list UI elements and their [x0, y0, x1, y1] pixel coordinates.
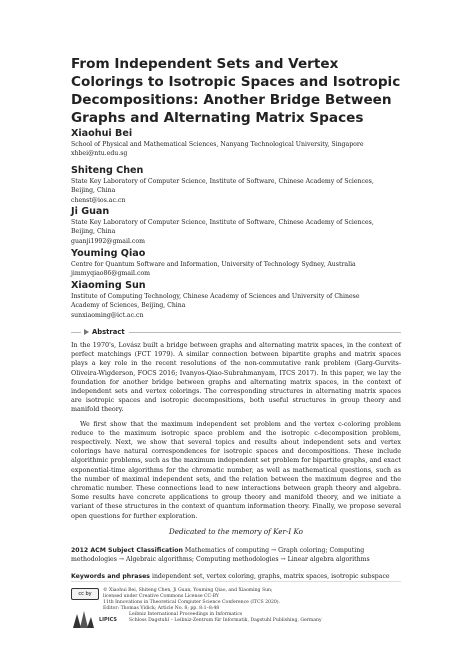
- publisher-text: Leibniz International Proceedings in Informatics Schloss Dagstuhl – Leibniz-Zentrum für Informatik, Dagstuhl Publishing, Germany: [129, 612, 322, 623]
- lipics-logo-icon: [71, 608, 95, 630]
- author-name: Xiaoming Sun: [71, 280, 146, 291]
- paper-title: From Independent Sets and Vertex Colorings to Isotropic Spaces and Isotropic Decompositions: Another Bridge Between Graphs and Alternating Matrix Spaces: [71, 56, 401, 126]
- author-email[interactable]: chenst@ios.ac.cn: [71, 196, 126, 204]
- divider: [71, 581, 401, 582]
- abstract-paragraph: In the 1970's, Lovász built a bridge between graphs and alternating matrix spaces, in the context of perfect matchings (FCT 1979). A similar connection between bipartite graphs and matrix spaces plays a key role in the recent resolutions of the non-commutative rank problem (Garg-Gurvits-Oliveira-Wigderson, FOCS 2016; Ivanyos-Qiao-Subrahmanyam, ITCS 2017). In this paper, we lay the foundation for another bridge between graphs and alternating matrix spaces, in the context of independent sets and vertex colorings. The corresponding structures in alternating matrix spaces are isotropic spaces and isotropic decompositions, both useful structures in group theory and manifold theory.: [71, 341, 401, 414]
- cc-license-icon[interactable]: cc by: [71, 588, 99, 600]
- author-block: [71, 128, 411, 159]
- subject-classification: [71, 546, 401, 564]
- abstract-heading: Abstract: [92, 328, 125, 336]
- author-block: [71, 280, 411, 320]
- keywords: [71, 572, 401, 581]
- lipics-label: LIPICS: [99, 617, 117, 623]
- author-name: Shiteng Chen: [71, 165, 144, 176]
- classification-text: Mathematics of computing → Graph coloring; Computing methodologies → Algebraic algorithms; Computing methodologies → Linear algebra algorithms: [71, 547, 370, 563]
- author-affiliation: Centre for Quantum Software and Information, University of Technology Sydney, Australia: [71, 261, 356, 268]
- divider: [71, 332, 81, 333]
- author-block: [71, 248, 411, 279]
- abstract-body: [71, 341, 401, 521]
- classification-label: 2012 ACM Subject Classification: [71, 547, 183, 554]
- author-name: Xiaohui Bei: [71, 128, 133, 139]
- triangle-marker-icon: [84, 329, 89, 335]
- author-email[interactable]: jimmyqiao86@gmail.com: [71, 270, 151, 278]
- abstract-header: [71, 326, 401, 338]
- author-name: Youming Qiao: [71, 248, 146, 259]
- license-text: © Xiaohui Bei, Shiteng Chen, Ji Guan, Youming Qiao, and Xiaoming Sun; licensed under Creative Commons License CC-BY 11th Innovations in Theoretical Computer Science Conference (ITCS 2020). Editor: Thomas Vidick; Article No. 8; pp. 8:1–8:48: [103, 588, 281, 611]
- author-block: [71, 165, 411, 205]
- author-affiliation: Institute of Computing Technology, Chinese Academy of Sciences and University of Chinese Academy of Sciences, Beijing, China: [71, 293, 360, 310]
- author-email[interactable]: sunxiaoming@ict.ac.cn: [71, 311, 144, 319]
- author-email[interactable]: guanji1992@gmail.com: [71, 237, 145, 245]
- divider: [129, 332, 401, 333]
- author-name: Ji Guan: [71, 206, 110, 217]
- abstract-paragraph: We first show that the maximum independent set problem and the vertex c-coloring problem reduce to the maximum isotropic space problem and the isotropic c-decomposition problem, respectively. Next, we show that several topics and results about independent sets and vertex colorings have natural correspondences for isotropic spaces and decompositions. These include algorithmic problems, such as the maximum independent set problem for bipartite graphs, and exact exponential-time algorithms for the chromatic number, as well as mathematical questions, such as the number of maximal independent sets, and the relation between the maximum degree and the chromatic number. These connections lead to new interactions between graph theory and algebra. Some results have concrete applications to group theory and manifold theory, and we initiate a variant of these structures in the context of quantum information theory. Finally, we propose several open questions for further exploration.: [71, 419, 401, 520]
- author-email[interactable]: xhbei@ntu.edu.sg: [71, 150, 128, 158]
- keywords-text: independent set, vertex coloring, graphs, matrix spaces, isotropic subspace: [151, 573, 390, 580]
- author-affiliation: State Key Laboratory of Computer Science, Institute of Software, Chinese Academy of Sciences, Beijing, China: [71, 219, 374, 236]
- author-block: [71, 206, 411, 246]
- author-affiliation: School of Physical and Mathematical Sciences, Nanyang Technological University, Singapore: [71, 141, 364, 148]
- footer: [71, 588, 401, 630]
- keywords-label: Keywords and phrases: [71, 573, 150, 580]
- dedication: Dedicated to the memory of Ker-I Ko: [169, 527, 303, 536]
- author-affiliation: State Key Laboratory of Computer Science, Institute of Software, Chinese Academy of Sciences, Beijing, China: [71, 178, 374, 195]
